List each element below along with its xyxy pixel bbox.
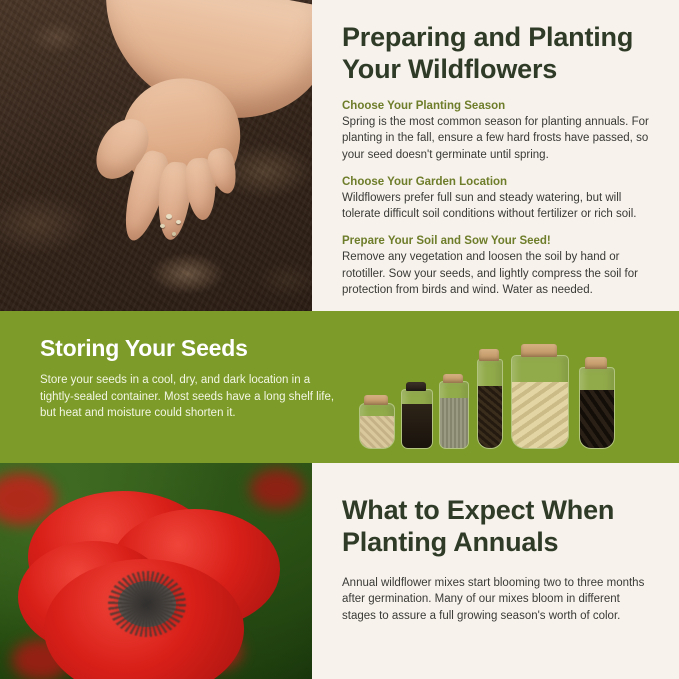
section-2-body: Store your seeds in a cool, dry, and dark location in a tightly-sealed container. Most seeds have a long shelf life, but heat and moisture could shorten it. — [40, 374, 335, 420]
jar-contents — [580, 390, 614, 448]
seed-jar — [359, 403, 395, 449]
seed-shape — [166, 214, 172, 219]
jar-contents — [478, 386, 502, 448]
section-3-heading: What to Expect When Planting Annuals — [342, 495, 615, 557]
section-1-heading: Preparing and Planting Your Wildflowers — [342, 22, 634, 84]
jar-lid — [364, 395, 388, 405]
seed-jar — [477, 359, 503, 449]
section-storing-your-seeds — [0, 311, 679, 463]
seed-shape — [160, 224, 165, 228]
section-1-text-column — [312, 0, 679, 311]
seed-shape — [172, 232, 176, 236]
hand-sowing-seeds-image — [0, 0, 312, 311]
body-planting-season: Spring is the most common season for planting annuals. For planting in the fall, ensure a few hard frosts have passed, so your seed doesn't germinate until spring. — [342, 115, 649, 162]
jar-lid — [479, 349, 499, 361]
jar-lid — [406, 382, 426, 391]
section-what-to-expect — [0, 463, 679, 679]
section-preparing-and-planting — [0, 0, 679, 311]
subheading-planting-season: Choose Your Planting Season — [342, 99, 506, 112]
body-garden-location: Wildflowers prefer full sun and steady watering, but will tolerate difficult soil conditions without fertilizer or rich soil. — [342, 191, 637, 221]
jar-lid — [443, 374, 463, 383]
seed-shape — [176, 220, 181, 224]
section-3-body: Annual wildflower mixes start blooming two to three months after germination. Many of our mixes bloom in different stages to assure a full growing season's worth of color. — [342, 576, 645, 623]
background-blossom — [250, 469, 304, 509]
seed-jar — [439, 381, 469, 449]
jar-lid — [585, 357, 607, 369]
jar-contents — [360, 416, 394, 448]
section-2-text-column — [40, 335, 340, 422]
red-poppy-image — [0, 463, 312, 679]
jar-contents — [440, 398, 468, 448]
section-3-text-column — [312, 463, 679, 679]
subheading-garden-location: Choose Your Garden Location — [342, 175, 508, 188]
jar-contents — [512, 382, 568, 448]
body-prepare-soil: Remove any vegetation and loosen the soil by hand or rototiller. Sow your seeds, and lightly compress the soil for protection from birds and wind. Water as needed. — [342, 251, 638, 297]
poppy-center — [118, 581, 176, 627]
subheading-prepare-soil: Prepare Your Soil and Sow Your Seed! — [342, 235, 551, 248]
seed-jar — [579, 367, 615, 449]
seed-jar — [401, 389, 433, 449]
section-2-heading: Storing Your Seeds — [40, 335, 248, 361]
seed-jar — [511, 355, 569, 449]
jar-contents — [402, 404, 432, 448]
seed-jars-image — [351, 329, 651, 449]
jar-lid — [521, 344, 557, 357]
